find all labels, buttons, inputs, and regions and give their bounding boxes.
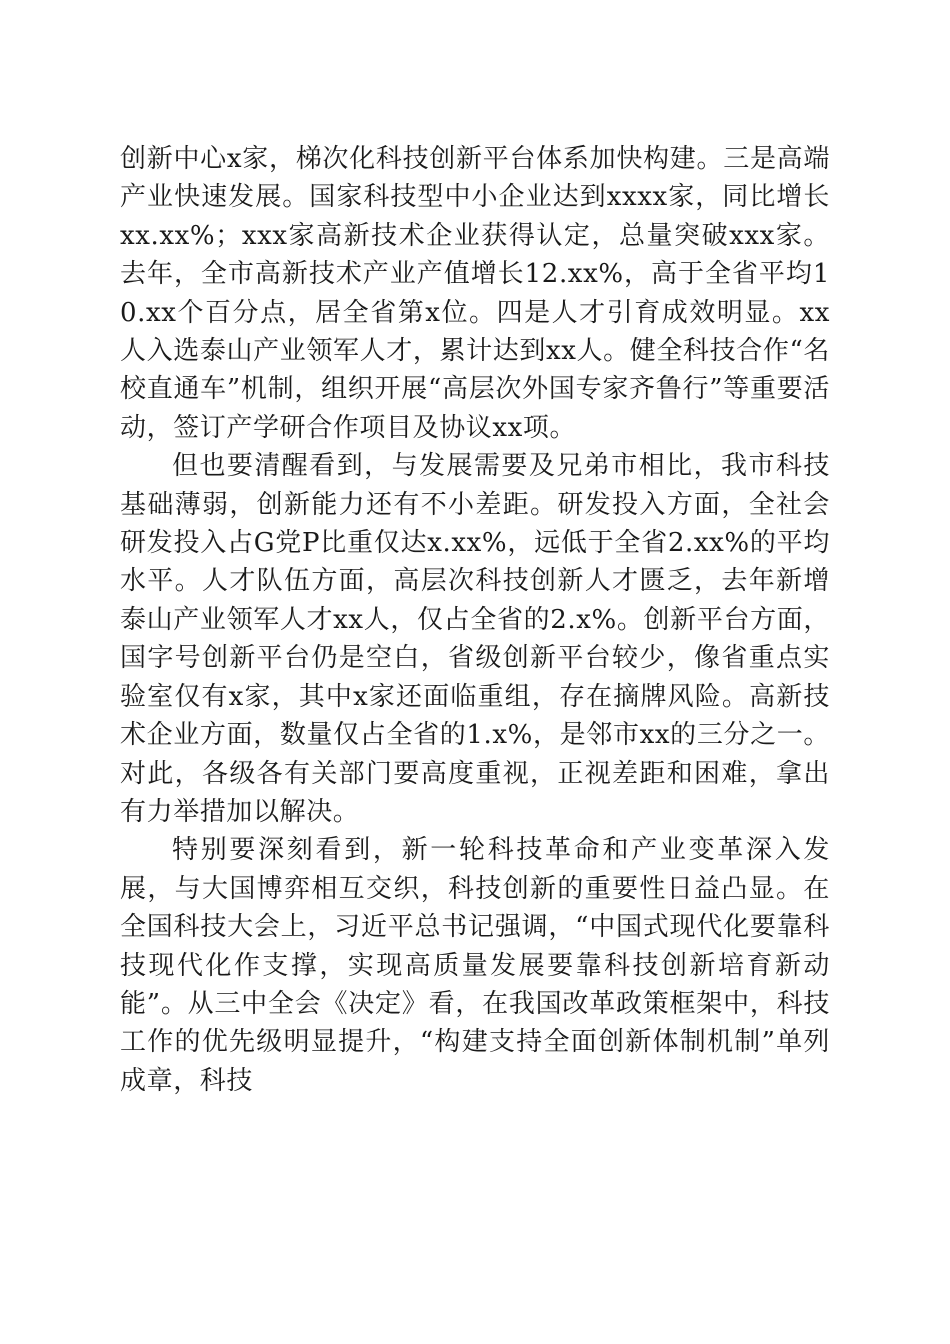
- paragraph-achievements: 创新中心x家，梯次化科技创新平台体系加快构建。三是高端产业快速发展。国家科技型中小企业达到xxxx家，同比增长xx.xx%；xxx家高新技术企业获得认定，总量突破xxx家。去年，全市高新技术产业产值增长12.xx%，高于全省平均10.xx个百分点，居全省第x位。四是人才引育成效明显。xx人入选泰山产业领军人才，累计达到xx人。健全科技合作“名校直通车”机制，组织开展“高层次外国专家齐鲁行”等重要活动，签订产学研合作项目及协议xx项。: [120, 144, 830, 443]
- document-body: [120, 140, 830, 1100]
- paragraph-shortcomings: 但也要清醒看到，与发展需要及兄弟市相比，我市科技基础薄弱，创新能力还有不小差距。研发投入方面，全社会研发投入占G党P比重仅达x.xx%，远低于全省2.xx%的平均水平。人才队伍方面，高层次科技创新人才匮乏，去年新增泰山产业领军人才xx人，仅占全省的2.x%。创新平台方面，国字号创新平台仍是空白，省级创新平台较少，像省重点实验室仅有x家，其中x家还面临重组，存在摘牌风险。高新技术企业方面，数量仅占全省的1.x%，是邻市xx的三分之一。对此，各级各有关部门要高度重视，正视差距和困难，拿出有力举措加以解决。: [120, 451, 830, 827]
- paragraph-importance: 特别要深刻看到，新一轮科技革命和产业变革深入发展，与大国博弈相互交织，科技创新的重要性日益凸显。在全国科技大会上，习近平总书记强调，“中国式现代化要靠科技现代化作支撑，实现高质量发展要靠科技创新培育新动能”。从三中全会《决定》看，在我国改革政策框架中，科技工作的优先级明显提升，“构建支持全面创新体制机制”单列成章，科技: [120, 835, 830, 1096]
